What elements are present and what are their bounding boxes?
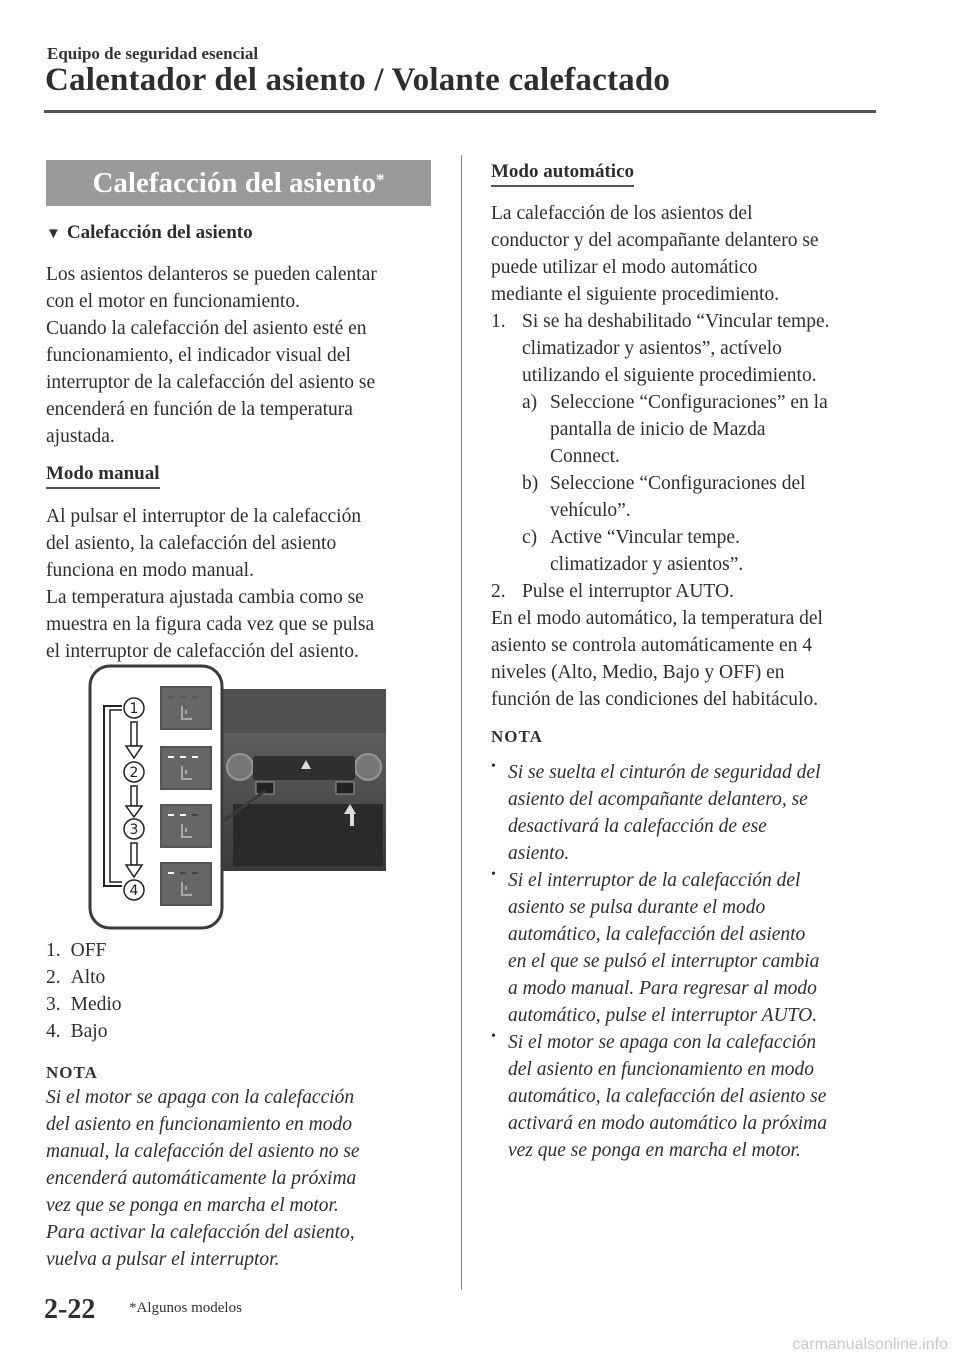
watermark: carmanualsonline.info <box>792 1336 948 1353</box>
callout-1-label: 1 <box>129 701 139 717</box>
header-rule <box>44 110 876 113</box>
triangle-marker-icon: ▼ <box>46 226 61 242</box>
text-line: a modo manual. Para regresar al modo <box>508 978 817 999</box>
callout-4-label: 4 <box>129 883 139 899</box>
dash-seat-switch-right <box>336 782 354 794</box>
text-line: ajustada. <box>46 426 115 447</box>
bullet-icon: • <box>491 867 496 882</box>
seat-switch-medium <box>160 804 212 848</box>
note-bullet-3 <box>491 1029 891 1164</box>
legend-label: Bajo <box>70 1021 108 1042</box>
note-label-right: NOTA <box>491 727 543 746</box>
legend-label: Alto <box>70 967 106 988</box>
auto-mode-heading: Modo automático <box>491 161 634 187</box>
legend-number: 1. <box>46 940 61 961</box>
step-1-number: 1. <box>491 311 506 332</box>
text-line: vez que se ponga en marcha el motor. <box>508 1140 801 1161</box>
legend-item-1 <box>46 937 106 964</box>
climate-knob-left <box>227 754 253 780</box>
section-name: Equipo de seguridad esencial <box>47 44 259 63</box>
substep-b-text <box>550 470 890 524</box>
text-line: Al pulsar el interruptor de la calefacción <box>46 506 362 527</box>
legend-item-2 <box>46 964 105 991</box>
text-line: asiento. <box>508 843 570 864</box>
text-line: activará en modo automático la próxima <box>508 1113 827 1134</box>
text-line: mediante el siguiente procedimiento. <box>491 284 780 305</box>
text-line: Para activar la calefacción del asiento, <box>46 1222 355 1243</box>
section-banner <box>46 160 431 206</box>
text-line: puede utilizar el modo automático <box>491 257 758 278</box>
subsection-heading <box>46 222 253 244</box>
note-text-left <box>46 1084 451 1273</box>
text-line: función de las condiciones del habitáculo. <box>491 689 819 710</box>
text-line: funcionamiento, el indicador visual del <box>46 345 351 366</box>
subsection-title: Calefacción del asiento <box>66 222 253 243</box>
text-line: Los asientos delanteros se pueden calentar <box>46 264 377 285</box>
text-line: climatizador y asientos”. <box>550 554 744 575</box>
callout-2-label: 2 <box>129 765 139 781</box>
text-line: Seleccione “Configuraciones del <box>550 473 806 494</box>
seat-switch-high <box>160 746 212 790</box>
legend-number: 2. <box>46 967 61 988</box>
intro-paragraph <box>46 261 446 450</box>
text-line: Si el interruptor de la calefacción del <box>508 870 801 891</box>
chapter-title: Calentador del asiento / Volante calefactado <box>45 62 671 98</box>
auto-mode-intro <box>491 200 891 308</box>
text-line: Si el motor se apaga con la calefacción <box>46 1087 355 1108</box>
step-2-text: Pulse el interruptor AUTO. <box>522 581 734 602</box>
banner-title: Calefacción del asiento <box>92 166 376 199</box>
note-bullet-1 <box>491 759 891 867</box>
text-line: La calefacción de los asientos del <box>491 203 753 224</box>
climate-knob-right <box>355 754 381 780</box>
text-line: Seleccione “Configuraciones” en la <box>550 392 828 413</box>
text-line: automático, la calefacción del asiento <box>508 924 806 945</box>
text-line: con el motor en funcionamiento. <box>46 291 300 312</box>
seat-switch-low <box>160 862 212 906</box>
legend-number: 3. <box>46 994 61 1015</box>
step-2-number: 2. <box>491 581 506 602</box>
text-line: manual, la calefacción del asiento no se <box>46 1141 360 1162</box>
legend-number: 4. <box>46 1021 61 1042</box>
note-bullet-2 <box>491 867 891 1029</box>
storage-pocket <box>233 804 383 866</box>
text-line: asiento se pulsa durante el modo <box>508 897 766 918</box>
seat-heater-figure <box>88 664 390 932</box>
substep-c-letter: c) <box>522 527 538 548</box>
text-line: en el que se pulsó el interruptor cambia <box>508 951 820 972</box>
manual-mode-paragraph <box>46 503 446 665</box>
text-line: el interruptor de calefacción del asiento. <box>46 641 359 662</box>
text-line: asiento del acompañante delantero, se <box>508 789 808 810</box>
text-line: En el modo automático, la temperatura del <box>491 608 823 629</box>
legend-label: OFF <box>70 940 107 961</box>
note-label-left: NOTA <box>46 1063 98 1082</box>
text-line: funciona en modo manual. <box>46 560 254 581</box>
footnote: *Algunos modelos <box>129 1300 242 1316</box>
substep-a-text <box>550 389 890 470</box>
text-line: del asiento, la calefacción del asiento <box>46 533 337 554</box>
page-number: 2-22 <box>44 1294 96 1325</box>
text-line: utilizando el siguiente procedimiento. <box>522 365 817 386</box>
text-line: pantalla de inicio de Mazda <box>550 419 766 440</box>
text-line: del asiento en funcionamiento en modo <box>46 1114 352 1135</box>
text-line: asiento se controla automáticamente en 4 <box>491 635 813 656</box>
text-line: encenderá en función de la temperatura <box>46 399 353 420</box>
text-line: automático, la calefacción del asiento se <box>508 1086 827 1107</box>
text-line: Si el motor se apaga con la calefacción <box>508 1032 817 1053</box>
text-line: climatizador y asientos”, actívelo <box>522 338 782 359</box>
text-line: interruptor de la calefacción del asiento se <box>46 372 376 393</box>
text-line: muestra en la figura cada vez que se pulsa <box>46 614 375 635</box>
text-line: Si se ha deshabilitado “Vincular tempe. <box>522 311 830 332</box>
substep-c-text <box>550 524 890 578</box>
text-line: vez que se ponga en marcha el motor. <box>46 1195 339 1216</box>
text-line: desactivará la calefacción de ese <box>508 816 767 837</box>
bullet-icon: • <box>491 1029 496 1044</box>
text-line: Si se suelta el cinturón de seguridad del <box>508 762 821 783</box>
banner-asterisk: * <box>376 170 385 189</box>
column-divider <box>461 155 462 1290</box>
substep-a-letter: a) <box>522 392 538 413</box>
auto-mode-heading-wrap <box>491 161 634 187</box>
legend-label: Medio <box>70 994 122 1015</box>
text-line: La temperatura ajustada cambia como se <box>46 587 364 608</box>
manual-mode-heading-wrap <box>46 463 160 489</box>
manual-mode-heading: Modo manual <box>46 463 160 489</box>
text-line: Active “Vincular tempe. <box>550 527 740 548</box>
legend-item-4 <box>46 1018 107 1045</box>
text-line: encenderá automáticamente la próxima <box>46 1168 357 1189</box>
text-line: vuelva a pulsar el interruptor. <box>46 1249 280 1270</box>
legend-item-3 <box>46 991 122 1018</box>
text-line: niveles (Alto, Medio, Bajo y OFF) en <box>491 662 785 683</box>
substep-b-letter: b) <box>522 473 539 494</box>
text-line: Cuando la calefacción del asiento esté en <box>46 318 367 339</box>
seat-switch-off <box>160 686 212 730</box>
callout-3-label: 3 <box>129 822 139 838</box>
text-line: automático, pulse el interruptor AUTO. <box>508 1005 818 1026</box>
auto-mode-explanation <box>491 605 891 713</box>
text-line: conductor y del acompañante delantero se <box>491 230 819 251</box>
text-line: vehículo”. <box>550 500 631 521</box>
text-line: Connect. <box>550 446 620 467</box>
text-line: del asiento en funcionamiento en modo <box>508 1059 814 1080</box>
step-1-text <box>522 308 892 389</box>
bullet-icon: • <box>491 759 496 774</box>
